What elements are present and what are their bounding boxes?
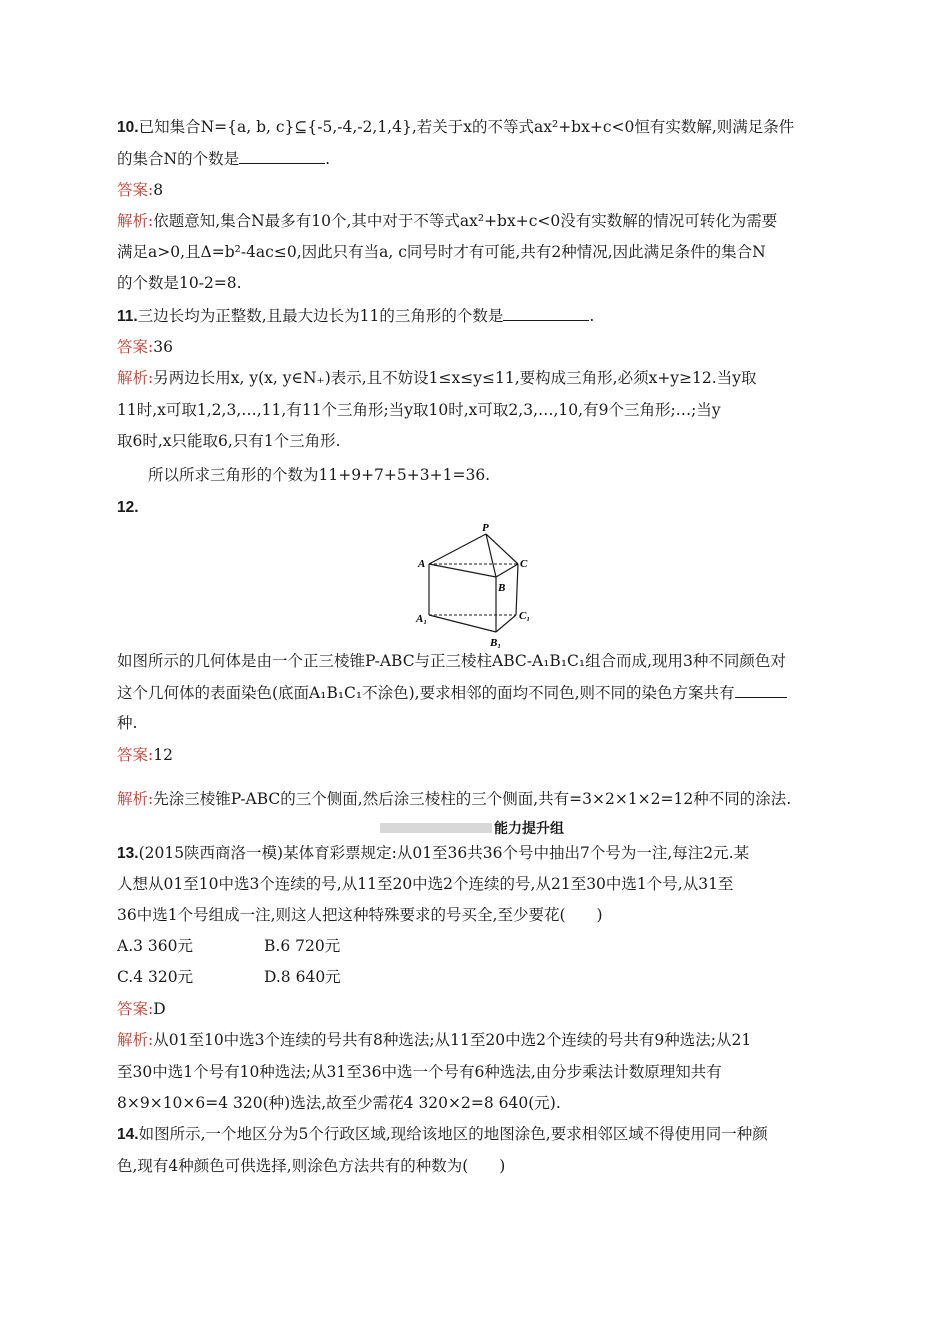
q10-stem-line2 xyxy=(117,148,330,169)
answer-value: 36 xyxy=(153,338,173,356)
q13-analysis-line3: 8×9×10×6=4 320(种)选法,故至少需花4 320×2=8 640(元). xyxy=(117,1094,561,1112)
q11-analysis-line4: 所以所求三角形的个数为11+9+7+5+3+1=36. xyxy=(148,466,491,484)
label-C: C xyxy=(520,558,528,570)
geometry-diagram xyxy=(412,520,542,650)
question-number: 13. xyxy=(117,845,139,862)
analysis-text: 依题意知,集合N最多有10个,其中对于不等式ax²+bx+c<0没有实数解的情况可转化为需要 xyxy=(153,212,778,230)
question-number: 10. xyxy=(117,119,139,136)
answer-label: 答案: xyxy=(117,181,154,199)
q10-stem-line1 xyxy=(117,117,794,138)
q12-stem-text2: 这个几何体的表面染色(底面A₁B₁C₁不涂色),要求相邻的面均不同色,则不同的染色方案共有 xyxy=(117,684,735,702)
q13-stem-text1: (2015陕西商洛一模)某体育彩票规定:从01至36共36个号中抽出7个号为一注,每注2元.某 xyxy=(138,844,750,862)
question-number: 12. xyxy=(117,499,139,516)
label-B1: B₁ xyxy=(490,637,502,649)
section-bar xyxy=(380,823,492,833)
q11-analysis-line3: 取6时,x只能取6,只有1个三角形. xyxy=(117,432,341,450)
q11-analysis-line1 xyxy=(117,368,756,388)
q12-answer xyxy=(117,745,173,765)
analysis-text: 另两边长用x, y(x, y∈N₊)表示,且不妨设1≤x≤y≤11,要构成三角形,必须x+y≥12.当y取 xyxy=(153,369,757,387)
answer-blank xyxy=(239,148,325,164)
q13-answer xyxy=(117,999,166,1019)
q14-stem-line2: 色,现有4种颜色可供选择,则涂色方法共有的种数为( ) xyxy=(117,1157,506,1175)
q11-stem-text: 三边长均为正整数,且最大边长为11的三角形的个数是 xyxy=(137,307,504,325)
q11-answer xyxy=(117,337,173,357)
q10-stem-end: . xyxy=(325,150,331,168)
analysis-label: 解析: xyxy=(117,790,154,808)
label-A: A xyxy=(418,558,426,570)
section-header xyxy=(380,821,840,835)
q10-answer xyxy=(117,180,163,200)
analysis-label: 解析: xyxy=(117,369,154,387)
label-A1: A₁ xyxy=(416,613,428,625)
answer-blank xyxy=(735,682,787,698)
analysis-label: 解析: xyxy=(117,1031,154,1049)
q13-stem-line1 xyxy=(117,843,749,864)
section-title: 能力提升组 xyxy=(494,821,564,837)
analysis-label: 解析: xyxy=(117,212,154,230)
q12-analysis xyxy=(117,789,791,809)
q12-stem-line2 xyxy=(117,682,787,703)
answer-label: 答案: xyxy=(117,1000,154,1018)
answer-label: 答案: xyxy=(117,746,154,764)
q13-stem-line3: 36中选1个号组成一注,则这人把这种特殊要求的号买全,至少要花( ) xyxy=(117,906,603,924)
question-number: 11. xyxy=(117,308,138,325)
answer-value: 8 xyxy=(153,181,164,199)
answer-label: 答案: xyxy=(117,338,154,356)
q14-stem-text1: 如图所示,一个地区分为5个行政区域,现给该地区的地图涂色,要求相邻区域不得使用同一种颜 xyxy=(138,1125,768,1143)
q10-stem-text1: 已知集合N={a, b, c}⊆{-5,-4,-2,1,4},若关于x的不等式ax²+bx+c<0恒有实数解,则满足条件 xyxy=(138,118,795,136)
q13-option-b: B.6 720元 xyxy=(264,937,341,955)
q10-stem-text2: 的集合N的个数是 xyxy=(117,150,240,168)
q14-stem-line1 xyxy=(117,1124,768,1145)
answer-value: 12 xyxy=(153,746,173,764)
q12-stem-line1: 如图所示的几何体是由一个正三棱锥P-ABC与正三棱柱ABC-A₁B₁C₁组合而成,现用3种不同颜色对 xyxy=(117,652,786,670)
q13-option-a: A.3 360元 xyxy=(117,937,193,955)
label-C1: C₁ xyxy=(519,610,531,622)
prism-pyramid-figure xyxy=(412,520,542,650)
q11-analysis-line2: 11时,x可取1,2,3,…,11,有11个三角形;当y取10时,x可取2,3,…,10,有9个三角形;…;当y xyxy=(117,401,721,419)
q13-stem-line2: 人想从01至10中选3个连续的号,从11至20中选2个连续的号,从21至30中选1个号,从31至 xyxy=(117,875,734,893)
question-number: 14. xyxy=(117,1126,139,1143)
q12-stem-line3: 种. xyxy=(117,714,138,732)
q13-option-d: D.8 640元 xyxy=(264,968,341,986)
answer-blank xyxy=(503,305,589,321)
answer-value: D xyxy=(153,1000,166,1018)
q13-option-c: C.4 320元 xyxy=(117,968,194,986)
q13-analysis-line2: 至30中选1个号有10种选法;从31至36中选一个号有6种选法,由分步乘法计数原理知共有 xyxy=(117,1063,722,1081)
q11-stem xyxy=(117,305,594,327)
label-P: P xyxy=(482,522,489,534)
q11-stem-end: . xyxy=(589,307,595,325)
analysis-text: 从01至10中选3个连续的号共有8种选法;从11至20中选2个连续的号共有9种选法;从21 xyxy=(153,1031,752,1049)
label-B: B xyxy=(498,582,506,594)
q12-number-line xyxy=(117,497,139,518)
q10-analysis-line3: 的个数是10-2=8. xyxy=(117,274,242,292)
analysis-text: 先涂三棱锥P-ABC的三个侧面,然后涂三棱柱的三个侧面,共有=3×2×1×2=12种不同的涂法. xyxy=(153,790,792,808)
q10-analysis-line2: 满足a>0,且Δ=b²-4ac≤0,因此只有当a, c同号时才有可能,共有2种情况,因此满足条件的集合N xyxy=(117,243,766,261)
q13-analysis-line1 xyxy=(117,1030,751,1050)
q10-analysis-line1 xyxy=(117,211,777,231)
